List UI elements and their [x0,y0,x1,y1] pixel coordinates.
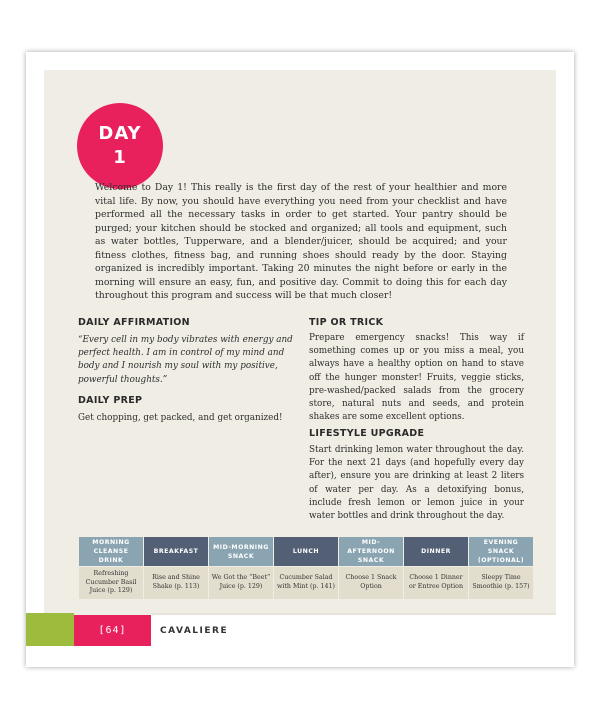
affirmation-text: “Every cell in my body vibrates with energy and perfect health. I am in control of my mind and body and I nourish my soul with my positive, powerful thoughts.” [78,335,293,385]
meal-cell: Choose 1 Dinner or Entree Option [404,566,468,599]
author-name: CAVALIERE [160,625,229,636]
meal-header: DINNER [404,537,468,566]
affirmation-heading: DAILY AFFIRMATION [78,317,190,328]
page-footer [26,613,574,646]
meal-header: MID-AFTERNOON SNACK [339,537,403,566]
page-number: [64] [74,615,151,646]
meal-cell: Choose 1 Snack Option [339,566,403,599]
lifestyle-text: Start drinking lemon water throughout the day. For the next 21 days (and hopefully every day after), ensure you are drinking at least 2 liters of water per day. As a detoxifying bonus, include fresh lemon or lemon juice in your water bottles and drink throughout the day. [309,445,524,522]
meal-item-row [79,566,533,599]
day-number: 1 [113,147,127,168]
meal-cell: Rise and Shine Shake (p. 113) [144,566,208,599]
day-badge [77,103,163,189]
prep-heading: DAILY PREP [78,395,143,406]
meal-plan-table [78,537,534,599]
day-word: DAY [98,123,142,144]
meal-cell: Sleepy Time Smoothie (p. 157) [469,566,533,599]
meal-header: MID-MORNING SNACK [209,537,273,566]
tip-heading: TIP OR TRICK [309,317,384,328]
meal-header-row [79,537,533,566]
meal-header: BREAKFAST [144,537,208,566]
meal-cell: We Got the “Beet” Juice (p. 129) [209,566,273,599]
prep-text: Get chopping, get packed, and get organized! [78,413,283,423]
intro-paragraph: Welcome to Day 1! This really is the first day of the rest of your healthier and more vital life. By now, you should have everything you need from your checklist and have performed all the necessary tasks in order to get started. Your pantry should be purged; your kitchen should be stocked and organized; all tools and equipment, such as water bottles, Tupperware, and a blender/juicer, should be acquired; and your fitness clothes, fitness bag, and running shoes should ready by the door. Staying organized is incredibly important. Taking 20 minutes the night before or early in the morning will ensure an easy, fun, and positive day. Commit to doing this for each day throughout this program and success will be that much closer! [95,182,507,301]
meal-header: MORNING CLEANSE DRINK [79,537,143,566]
meal-header: EVENING SNACK (OPTIONAL) [469,537,533,566]
content-panel [44,70,556,615]
tip-text: Prepare emergency snacks! This way if something comes up or you miss a meal, you always have a healthy option on hand to stave off the hunger monster! Fruits, veggie sticks, pre-washed/packed salads from the grocery store, natural nuts and seeds, and protein shakes are some excellent options. [309,333,524,423]
meal-header: LUNCH [274,537,338,566]
book-page [26,52,574,667]
meal-cell: Refreshing Cucumber Basil Juice (p. 129) [79,566,143,599]
meal-cell: Cucumber Salad with Mint (p. 141) [274,566,338,599]
lifestyle-heading: LIFESTYLE UPGRADE [309,428,425,439]
footer-green-block [26,613,74,646]
